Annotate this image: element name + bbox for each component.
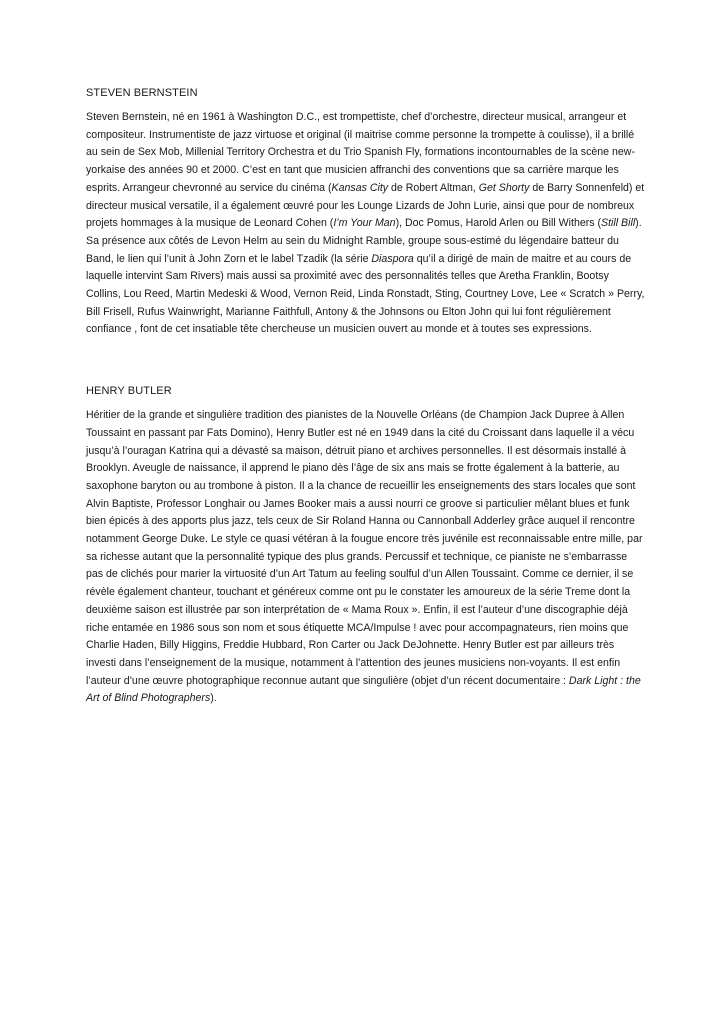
document-page (86, 85, 646, 708)
italic-title: Dark Light : the Art of Blind Photographers (86, 674, 641, 705)
text-run: qu’il a dirigé de main de maitre et au cours de laquelle intervint Sam Rivers) mais aussi sa proximité avec des personnalités telles que Aretha Franklin, Bootsy Collins, Lou Reed, Martin Medeski & Wood, Vernon Reid, Linda Ronstadt, Sting, Courtney Love, Lee « Scratch » Perry, Bill Frisell, Rufus Wainwright, Marianne Faithfull, Antony & the Johnsons ou Elton John qui lui font régulièrement confiance , font de cet insatiable tête chercheuse un musicien ouvert au monde et à toutes ses expressions. (86, 252, 645, 336)
italic-title: Diaspora (371, 252, 414, 265)
bio-section-steven-bernstein (86, 85, 646, 339)
text-run: Héritier de la grande et singulière tradition des pianistes de la Nouvelle Orléans (de Champion Jack Dupree à Allen Toussaint en passant par Fats Domino), Henry Butler est né en 1949 dans la cité du Croissant dans laquelle il a vécu jusqu’à l’ouragan Katrina qui a dévasté sa maison, détruit piano et archives personnelles. Il est désormais installé à Brooklyn. Aveugle de naissance, il apprend le piano dès l’âge de six ans mais se frotte également à la batterie, au saxophone baryton ou au trombone à piston. Il a la chance de recueillir les enseignements des stars locales que sont Alvin Baptiste, Professor Longhair ou James Booker mais a aussi nourri ce groove si particulier mêlant blues et funk bien épicés à des apports plus jazz, tels ceux de Sir Roland Hanna ou Cannonball Adderley grâce auquel il rencontre notamment George Duke. Le style ce quasi vétéran à la fougue encore très juvénile est reconnaissable entre mille, par sa richesse autant que la personnalité typique des plus grands. Percussif et technique, ce pianiste ne s’embarrasse pas de clichés pour marier la virtuosité d’un Art Tatum au feeling soulful d’un Allen Toussaint. Comme ce dernier, il se révèle également chanteur, touchant et généreux comme ont pu le constater les amoureux de la série Treme dont la deuxième saison est illustrée par son interprétation de « Mama Roux ». Enfin, il est l’auteur d’une discographie déjà riche entamée en 1986 sous son nom et sous étiquette MCA/Impulse ! avec pour accompagnateurs, rien moins que Charlie Haden, Billy Higgins, Freddie Hubbard, Ron Carter ou Jack DeJohnette. Henry Butler est par ailleurs très investi dans l’enseignement de la musique, notamment à l’attention des jeunes musiciens non-voyants. Il est enfin l’auteur d’une œuvre photographique reconnue autant que singulière (objet d’un récent documentaire : (86, 409, 643, 687)
bio-paragraph (86, 109, 646, 339)
italic-title: Get Shorty (478, 181, 530, 194)
bio-section-henry-butler (86, 383, 646, 708)
section-heading: STEVEN BERNSTEIN (86, 87, 198, 99)
text-run: ). (210, 692, 217, 705)
italic-title: Still Bill (601, 217, 636, 230)
text-run: de Barry Sonnenfeld) et directeur musical versatile, il a également œuvré pour les Lounge Lizards de John Lurie, ainsi que pour de nombreux projets hommages à la musique de Leonard Cohen ( (86, 181, 645, 230)
text-run: ). Sa présence aux côtés de Levon Helm au sein du Midnight Ramble, groupe sous-estimé du légendaire batteur du Band, le lien qui l’unit à John Zorn et le label Tzadik (la série (86, 217, 642, 265)
italic-title: I’m Your Man (333, 217, 396, 230)
section-heading: HENRY BUTLER (86, 385, 172, 398)
text-run: Steven Bernstein, né en 1961 à Washington D.C., est trompettiste, chef d’orchestre, directeur musical, arrangeur et compositeur. Instrumentiste de jazz virtuose et original (il maitrise comme personne la trompette à coulisse), il a brillé au sein de Sex Mob, Millenial Territory Orchestra et du Trio Spanish Fly, formations incontournables de la scène new-yorkaise des années 90 et 2000. C’est en tant que musicien affranchi des conventions que sa carrière marque les esprits. Arrangeur chevronné au service du cinéma ( (86, 111, 635, 194)
text-run: de Robert Altman, (388, 181, 479, 194)
bio-paragraph (86, 407, 646, 708)
text-run: ), Doc Pomus, Harold Arlen ou Bill Withers ( (395, 217, 602, 230)
italic-title: Kansas City (331, 181, 389, 194)
